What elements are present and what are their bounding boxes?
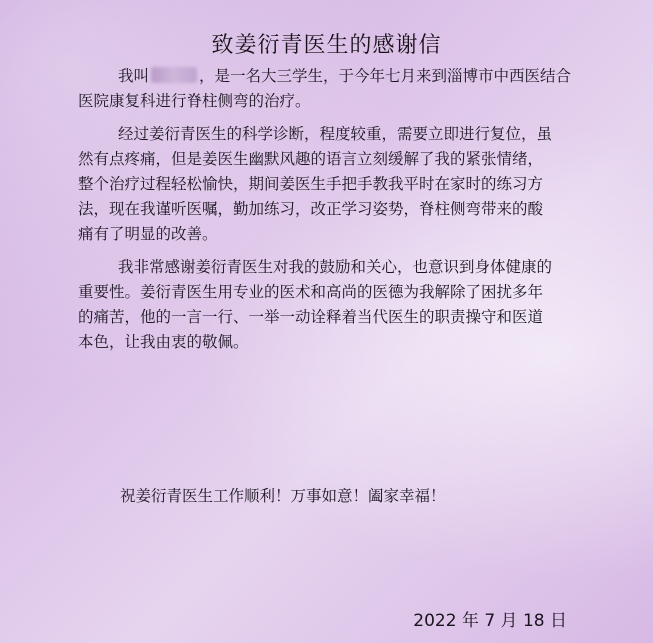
letter-date: 2022 年 7 月 18 日 [413,611,567,631]
paragraph-line: 医院康复科进行脊柱侧弯的治疗。 [78,92,311,110]
paragraph-line [78,64,598,89]
letter-title: 致姜衍青医生的感谢信 [211,33,442,58]
paragraph-line: 本色，让我由衷的敬佩。 [78,333,249,351]
redacted-name [151,67,197,83]
intro-text-before-name: 我叫 [118,67,150,85]
letter-closing: 祝姜衍青医生工作顺利！万事如意！阖家幸福！ [120,487,446,505]
paragraph-line: 重要性。姜衍青医生用专业的医术和高尚的医德为我解除了困扰多年 [78,283,544,301]
paragraph-line: 我非常感谢姜衍青医生对我的鼓励和关心，也意识到身体健康的 [118,258,553,276]
paragraph-treatment [78,122,598,247]
paragraph-line: 的痛苦，他的一言一行、一举一动诠释着当代医生的职责操守和医道 [78,308,544,326]
paragraph-intro [78,64,598,114]
letter-body [78,64,598,363]
paragraph-line: 痛有了明显的改善。 [78,225,218,243]
paragraph-line: 然有点疼痛，但是姜医生幽默风趣的语言立刻缓解了我的紧张情绪， [78,150,544,168]
paragraph-line: 整个治疗过程轻松愉快，期间姜医生手把手教我平时在家时的练习方 [78,175,544,193]
paragraph-line: 经过姜衍青医生的科学诊断，程度较重，需要立即进行复位，虽 [118,125,553,143]
intro-text-after-name: ，是一名大三学生，于今年七月来到淄博市中西医结合 [199,67,572,85]
paragraph-gratitude [78,255,598,355]
paragraph-line: 法，现在我谨听医嘱，勤加练习，改正学习姿势，脊柱侧弯带来的酸 [78,200,544,218]
